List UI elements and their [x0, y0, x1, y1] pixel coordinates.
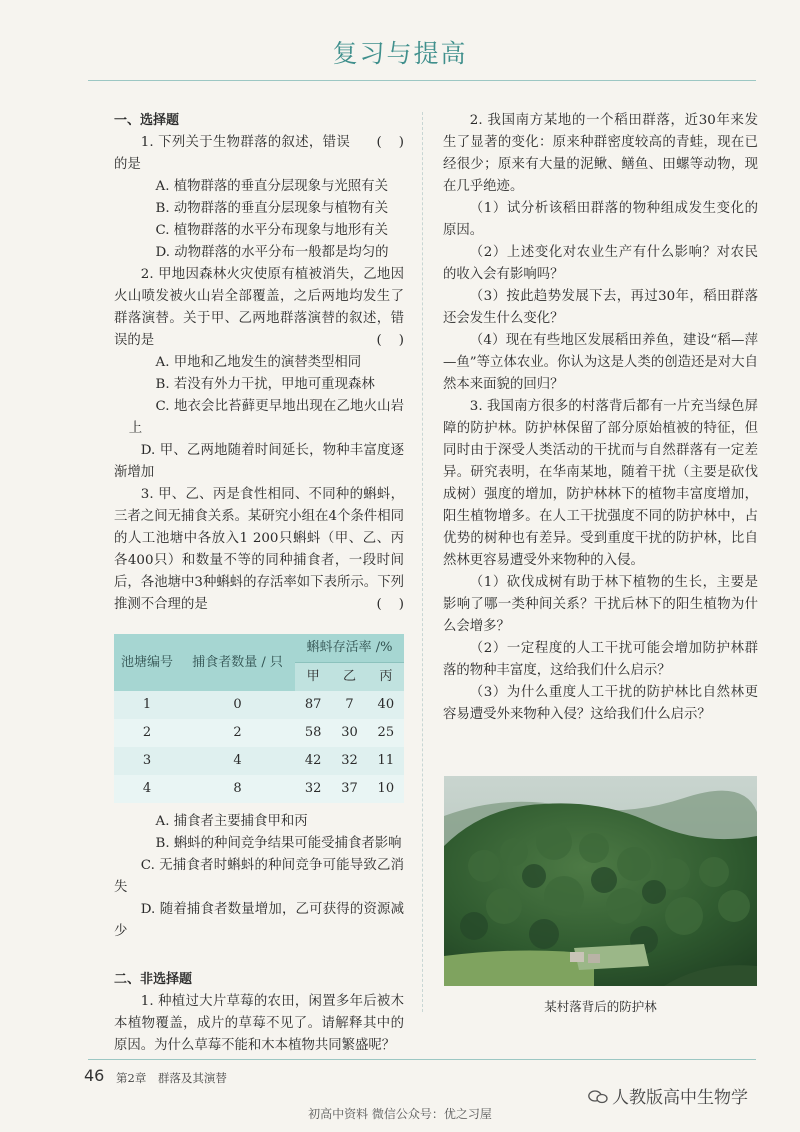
header-species: 丙: [368, 663, 404, 692]
answer-bracket: ( ): [376, 135, 404, 150]
question-stem: [114, 484, 404, 616]
header-survival: 蝌蚪存活率 /%: [295, 634, 404, 663]
page-number: 46: [84, 1066, 105, 1085]
page-title: 复习与提高: [332, 39, 468, 68]
title-rule: [88, 80, 756, 81]
option-d: D. 随着捕食者数量增加，乙可获得的资源减少: [114, 902, 404, 939]
header-species: 乙: [331, 663, 367, 692]
sub-question: （4）现在有些地区发展稻田养鱼，建设“稻—萍—鱼”等立体农业。你认为这是人类的创造还是对大自然本来面貌的回归？: [443, 333, 758, 392]
option-d: D. 甲、乙两地随着时间延长，物种丰富度逐渐增加: [114, 443, 404, 480]
chapter-label: 第2章 群落及其演替: [116, 1071, 227, 1085]
option-c: C. 无捕食者时蝌蚪的种间竞争可能导致乙消失: [114, 858, 404, 895]
table-cell: 2: [180, 719, 295, 747]
option-c: C. 地衣会比苔藓更早地出现在乙地火山岩上: [128, 399, 404, 436]
sub-question: （3）为什么重度人工干扰的防护林比自然林更容易遭受外来物种入侵？这给我们什么启示？: [443, 685, 758, 722]
open-question-2: 2. 我国南方某地的一个稻田群落，近30年来发生了显著的变化：原来种群密度较高的青蛙，现在已经很少；原来有大量的泥鳅、鳝鱼、田螺等动物，现在几乎绝迹。: [443, 113, 758, 194]
option-c: C. 植物群落的水平分布现象与地形有关: [155, 223, 389, 238]
sub-question: （1）砍伐成树有助于林下植物的生长，主要是影响了哪一类种间关系？干扰后林下的阳生植物为什么会增多？: [443, 575, 758, 634]
table-row: [114, 747, 404, 775]
question-3: [114, 484, 404, 943]
table-row: [114, 719, 404, 747]
sub-question: （2）上述变化对农业生产有什么影响？对农民的收入会有影响吗？: [443, 245, 758, 282]
option-a: A. 捕食者主要捕食甲和丙: [155, 814, 308, 829]
table-cell: 4: [180, 747, 295, 775]
table-cell: 58: [295, 719, 331, 747]
option-a: A. 甲地和乙地发生的演替类型相同: [155, 355, 362, 370]
footer-note: 初高中资料 微信公众号：优之习屋: [308, 1107, 492, 1121]
sub-question: （2）一定程度的人工干扰可能会增加防护林群落的物种丰富度，这给我们什么启示？: [443, 641, 758, 678]
option-b: B. 动物群落的垂直分层现象与植物有关: [155, 201, 389, 216]
option-b: B. 蝌蚪的种间竞争结果可能受捕食者影响: [155, 836, 402, 851]
question-stem-text: 3. 甲、乙、丙是食性相同、不同种的蝌蚪，三者之间无捕食关系。某研究小组在4个条件相同的人工池塘中各放入1 200只蝌蚪（甲、乙、丙各400只）和数量不等的同种捕食者，一段时间后，各池塘中3种蝌蚪的存活率如下表所示。下列推测不合理的是: [114, 487, 404, 612]
wechat-icon: [588, 1089, 608, 1103]
section-heading-choice: 一、选择题: [114, 113, 180, 128]
table-cell: 30: [331, 719, 367, 747]
table-cell: 11: [368, 747, 404, 775]
question-2: [114, 264, 404, 484]
table-cell: 42: [295, 747, 331, 775]
forest-photo: [444, 776, 757, 986]
left-column: [114, 110, 404, 1057]
sub-question: （3）按此趋势发展下去，再过30年，稻田群落还会发生什么变化？: [443, 289, 758, 326]
table-row: [114, 775, 404, 803]
table-cell: 40: [368, 691, 404, 719]
table-cell: 25: [368, 719, 404, 747]
question-1: [114, 132, 404, 264]
table-cell: 3: [114, 747, 180, 775]
footer-rule: [88, 1059, 756, 1060]
question-stem: [114, 264, 404, 352]
option-a: A. 植物群落的垂直分层现象与光照有关: [155, 179, 388, 194]
table-cell: 2: [114, 719, 180, 747]
option-d: D. 动物群落的水平分布一般都是均匀的: [155, 245, 389, 260]
answer-bracket: ( ): [376, 333, 404, 348]
header-pond: 池塘编号: [114, 634, 180, 691]
table-cell: 32: [295, 775, 331, 803]
table-cell: 10: [368, 775, 404, 803]
table-cell: 37: [331, 775, 367, 803]
option-b: B. 若没有外力干扰，甲地可重现森林: [155, 377, 375, 392]
open-question-1: 1. 种植过大片草莓的农田，闲置多年后被木本植物覆盖，成片的草莓不见了。请解释其中的原因。为什么草莓不能和木本植物共同繁盛呢？: [114, 994, 404, 1053]
question-stem: 1. 下列关于生物群落的叙述，错误的是: [114, 135, 350, 172]
table-cell: 0: [180, 691, 295, 719]
watermark-text: 人教版高中生物学: [612, 1088, 748, 1108]
answer-bracket: ( ): [376, 597, 404, 612]
section-heading-open: 二、非选择题: [114, 972, 193, 987]
table-cell: 7: [331, 691, 367, 719]
header-predators: 捕食者数量 / 只: [180, 634, 295, 691]
photo-caption: 某村落背后的防护林: [544, 999, 657, 1014]
survival-table: [114, 634, 404, 803]
header-species: 甲: [295, 663, 331, 692]
table-cell: 87: [295, 691, 331, 719]
table-row: [114, 691, 404, 719]
question-stem-text: 2. 甲地因森林火灾使原有植被消失，乙地因火山喷发被火山岩全部覆盖，之后两地均发生了群落演替。关于甲、乙两地群落演替的叙述，错误的是: [114, 267, 404, 348]
table-cell: 4: [114, 775, 180, 803]
sub-question: （1）试分析该稻田群落的物种组成发生变化的原因。: [443, 201, 758, 238]
table-cell: 32: [331, 747, 367, 775]
open-question-3: 3. 我国南方很多的村落背后都有一片充当绿色屏障的防护林。防护林保留了部分原始植被的特征，但同时由于深受人类活动的干扰而与自然群落有一定差异。研究表明，在华南某地，随着干扰（主要是砍伐成树）强度的增加，防护林林下的植物丰富度增加，阳生植物增多。在人工干扰强度不同的防护林中，占优势的树种也有差异。受到重度干扰的防护林，比自然林更容易遭受外来物种的入侵。: [443, 399, 758, 568]
table-cell: 8: [180, 775, 295, 803]
column-divider: [422, 112, 423, 1012]
right-column: [443, 110, 758, 726]
table-cell: 1: [114, 691, 180, 719]
